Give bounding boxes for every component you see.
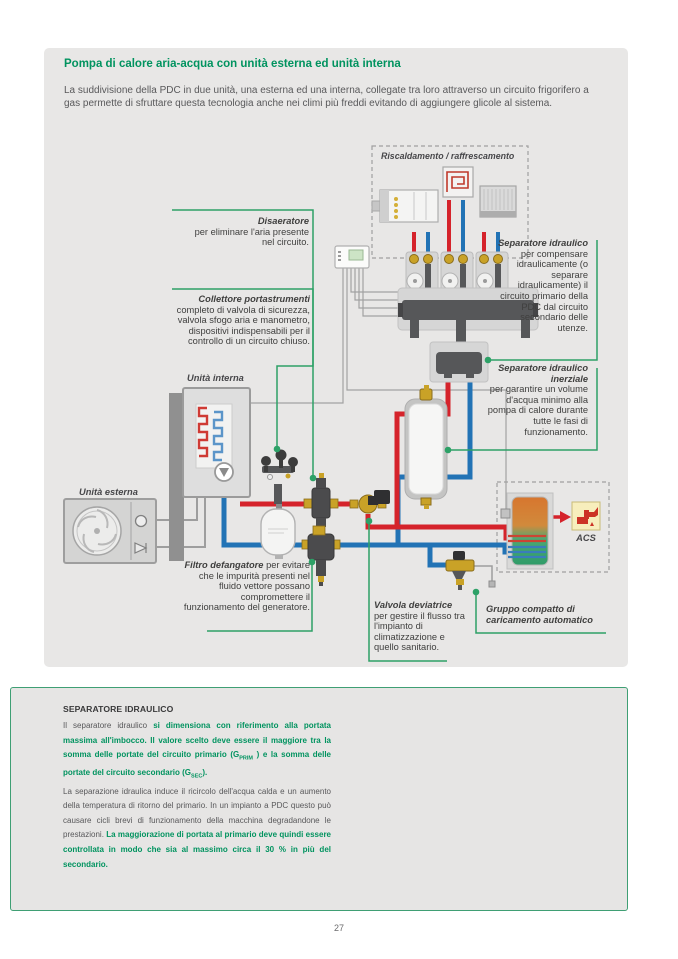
info-p1-sub-prim: PRIM	[239, 755, 254, 762]
faucet-icon	[572, 502, 600, 530]
fan-coil-unit	[372, 190, 438, 222]
label-outdoor-unit: Unità esterna	[79, 487, 138, 497]
annotation-valvola-lead: Valvola deviatrice	[374, 600, 453, 610]
radiator	[480, 186, 516, 217]
info-box-heading: SEPARATORE IDRAULICO	[63, 704, 174, 714]
info-p1-gray: Il separatore idraulico	[63, 721, 154, 730]
annotation-disaeratore-body: per eliminare l'aria presente nel circuito.	[194, 226, 309, 248]
annotation-valvola-body: per gestire il flusso tra l'impianto di climatizzazione e quello sanitario.	[374, 610, 465, 653]
outdoor-unit	[64, 499, 156, 563]
info-box-text	[63, 704, 331, 872]
info-p1-green-b: ) e la somma delle portate del circuito secondario (G	[63, 750, 332, 778]
indoor-unit	[183, 388, 250, 497]
controller-unit	[335, 246, 369, 268]
annotation-filtro-lead: Filtro defangatore	[184, 560, 264, 570]
info-box-paragraph-2	[63, 785, 331, 873]
info-p1-green-c: ).	[202, 768, 208, 778]
annotation-separatore-idraulico	[496, 238, 588, 333]
label-acs: ACS	[576, 533, 596, 543]
acs-storage-tank	[501, 493, 553, 569]
info-p1-sub-sec: SEC	[191, 773, 203, 780]
annotation-collettore-body: completo di valvola di sicurezza, valvola sfogo aria e manometro, dispositivi indispensabili per il controllo di un circuito chiuso.	[176, 304, 310, 347]
annotation-valvola	[374, 600, 469, 653]
info-box	[10, 687, 628, 911]
buffer-tank	[405, 385, 447, 509]
expansion-vessel	[261, 504, 295, 559]
annotation-collettore-lead: Collettore portastrumenti	[198, 294, 310, 304]
annotation-filtro-body: per evitare che le impurità presenti nel fluido vettore possano compromettere il funzionamento del generatore.	[183, 560, 310, 613]
annotation-filtro	[182, 560, 310, 613]
annotation-separatore-idraulico-lead: Separatore idraulico	[498, 238, 588, 248]
info-p2-gray: La separazione idraulica induce il ricircolo dell'acqua calda e un aumento della temperatura di ritorno del primario. In un impianto a PDC questo può causare cicli brevi di funzionamento della macchina degradandone le prestazioni.	[63, 786, 331, 840]
wall	[169, 393, 184, 561]
annotation-collettore	[168, 294, 310, 347]
filling-unit	[446, 551, 495, 590]
annotation-gruppo-lead: Gruppo compatto di caricamento automatico	[486, 604, 593, 625]
annotation-disaeratore	[191, 216, 309, 248]
annotation-separatore-inerziale	[476, 363, 588, 437]
floor-heating-coil	[443, 167, 473, 197]
acs-flow-arrow	[560, 511, 571, 523]
label-heating-cooling: Riscaldamento / raffrescamento	[381, 151, 515, 161]
annotation-disaeratore-lead: Disaeratore	[257, 216, 309, 226]
page-title: Pompa di calore aria-acqua con unità esterna ed unità interna	[64, 58, 401, 70]
annotation-separatore-idraulico-body: per compensare idraulicamente (o separare idraulicamente) il circuito primario della PDC dal circuito secondario delle utenze.	[500, 248, 588, 333]
air-separator	[304, 473, 338, 532]
instrument-manifold	[261, 450, 298, 505]
annotation-gruppo	[486, 604, 618, 625]
intro-paragraph: La suddivisione della PDC in due unità, una esterna ed una interna, collegate tra loro attraverso un circuito frigorifero a gas permette di sfruttare questa tecnologia anche nei climi più freddi evitando di aggiungere glicole al sistema.	[64, 85, 589, 109]
annotation-separatore-inerziale-body: per garantire un volume d'acqua minimo alla pompa di calore durante tutte le fasi di funzionamento.	[487, 384, 588, 437]
info-p1-green-a: si dimensiona con riferimento alla portata massima all'imbocco. Il valore scelto deve essere il maggiore tra la somma delle portate del circuito primario (G	[63, 721, 332, 760]
page-number: 27	[333, 923, 344, 933]
label-indoor-unit: Unità interna	[187, 373, 244, 383]
info-box-paragraph-1	[63, 719, 331, 785]
diverter-valve	[350, 490, 390, 513]
info-p2-green: La maggiorazione di portata al primario deve quindi essere controllata in modo che sia al massimo circa il 30 % in più del secondario.	[63, 830, 332, 869]
annotation-separatore-inerziale-lead: Separatore idraulico inerziale	[498, 363, 588, 384]
